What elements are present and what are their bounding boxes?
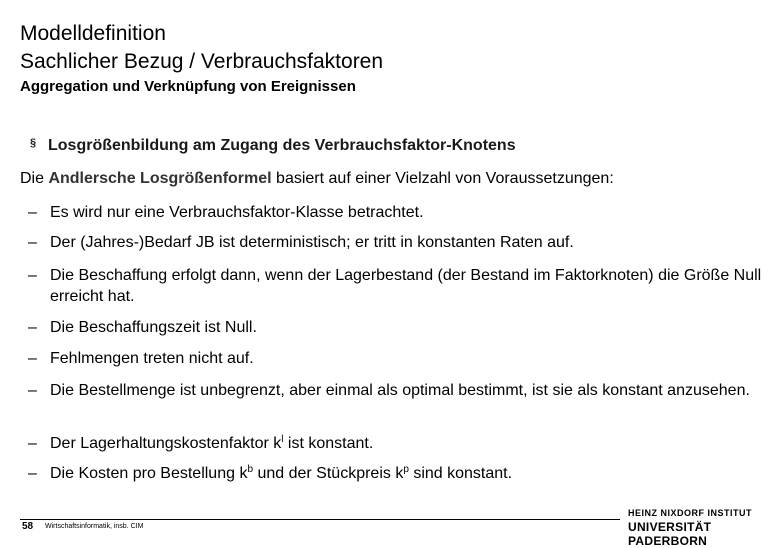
- dash-icon: –: [28, 465, 37, 482]
- page-title: [20, 20, 383, 76]
- footer-divider: [20, 519, 620, 520]
- list-item-text: Die Beschaffung erfolgt dann, wenn der Lagerbestand (der Bestand im Faktorknoten) die Größe Null erreicht hat.: [50, 267, 762, 305]
- section-bullet-icon: §: [30, 137, 37, 149]
- list-item-text: [50, 433, 762, 454]
- institute-logo-line1: HEINZ NIXDORF INSTITUT: [628, 508, 752, 518]
- text-part: ist konstant.: [283, 435, 374, 452]
- section-heading-text: Losgrößenbildung am Zugang des Verbrauchsfaktor-Knotens: [48, 137, 516, 154]
- list-item-text: Die Beschaffungszeit ist Null.: [50, 319, 257, 336]
- footer-text: Wirtschaftsinformatik, insb. CIM: [45, 523, 144, 530]
- text-part: Der Lagerhaltungskostenfaktor k: [50, 435, 282, 452]
- dash-icon: –: [28, 234, 37, 251]
- superscript: p: [403, 464, 409, 475]
- intro-prefix: Die: [20, 170, 49, 187]
- page-number: 58: [22, 521, 34, 532]
- intro-highlight: Andlersche Losgrößenformel: [48, 170, 272, 187]
- intro-paragraph: [20, 170, 614, 188]
- intro-suffix: basiert auf einer Vielzahl von Voraussetzungen:: [271, 170, 614, 187]
- dash-icon: –: [28, 204, 37, 221]
- page-subtitle: Aggregation und Verknüpfung von Ereignissen: [20, 78, 356, 95]
- text-part: Die Kosten pro Bestellung k: [50, 465, 248, 482]
- institute-logo-line2: UNIVERSITÄT PADERBORN: [628, 520, 712, 548]
- dash-icon: –: [28, 267, 37, 284]
- superscript: b: [247, 464, 254, 475]
- dash-icon: –: [28, 382, 37, 399]
- list-item-text: [50, 463, 762, 484]
- title-line-2: Sachlicher Bezug / Verbrauchsfaktoren: [20, 50, 384, 73]
- text-part: und der Stückpreis k: [253, 465, 404, 482]
- list-item-text: Es wird nur eine Verbrauchsfaktor-Klasse betrachtet.: [50, 204, 424, 221]
- text-part: sind konstant.: [408, 465, 513, 482]
- dash-icon: –: [28, 319, 37, 336]
- list-item-text: Fehlmengen treten nicht auf.: [50, 350, 254, 367]
- title-line-1: Modelldefinition: [20, 22, 166, 45]
- list-item-text: Der (Jahres-)Bedarf JB ist deterministisch; er tritt in konstanten Raten auf.: [50, 234, 574, 251]
- superscript: l: [281, 434, 284, 445]
- dash-icon: –: [28, 435, 37, 452]
- dash-icon: –: [28, 350, 37, 367]
- list-item-text: Die Bestellmenge ist unbegrenzt, aber einmal als optimal bestimmt, ist sie als konstant anzusehen.: [50, 382, 750, 399]
